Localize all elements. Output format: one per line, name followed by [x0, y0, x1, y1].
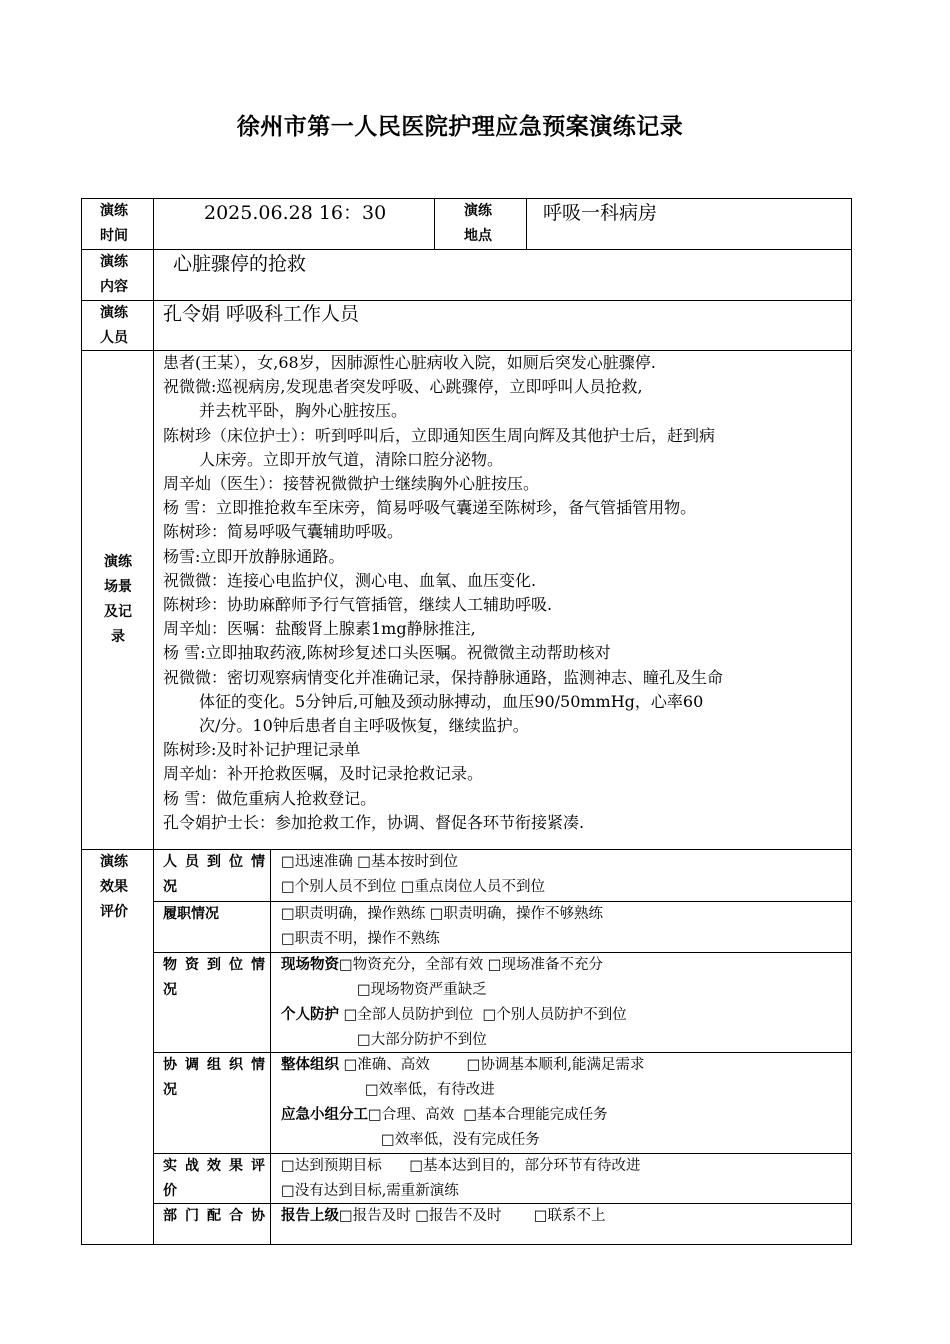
option-line[interactable]: □效率低，有待改进: [365, 1082, 495, 1098]
scene-line: 陈树珍:及时补记护理记录单: [163, 740, 361, 760]
coordination-options: [281, 1053, 645, 1153]
staff-value: 孔令娟 呼吸科工作人员: [163, 303, 360, 325]
content-label: 演练 内容: [100, 254, 128, 295]
scene-line: 陈树珍：简易呼吸气囊辅助呼吸。: [163, 522, 404, 542]
grid-line: [81, 249, 852, 250]
option-line[interactable]: □合理、高效 □基本合理能完成任务: [368, 1107, 608, 1123]
page-title: 徐州市第一人民医院护理应急预案演练记录: [236, 114, 684, 140]
grid-line: [153, 198, 154, 1245]
scene-line: 并去枕平卧，胸外心脏按压。: [199, 401, 408, 421]
scene-line: 孔令娟护士长：参加抢救工作，协调、督促各环节衔接紧凑.: [163, 812, 585, 832]
coordination-label: 协调组织情 况: [163, 1057, 265, 1098]
option-line[interactable]: □准确、高效 □协调基本顺利,能满足需求: [339, 1057, 645, 1073]
content-value: 心脏骤停的抢救: [173, 253, 307, 275]
report-superior-key: 报告上级: [281, 1208, 339, 1224]
staff-arrival-options: [281, 850, 545, 900]
scene-line: 杨 雪:立即抽取药液,陈树珍复述口头医嘱。祝微微主动帮助核对: [163, 643, 611, 663]
scene-line: 陈树珍（床位护士）：听到呼叫后，立即通知医生周向辉及其他护士后，赶到病: [163, 425, 716, 445]
option-line[interactable]: □报告及时 □报告不及时 □联系不上: [339, 1208, 606, 1224]
option-line[interactable]: □职责明确，操作熟练 □职责明确，操作不够熟练: [281, 906, 604, 922]
duty-options: [281, 902, 603, 952]
personal-protection-key: 个人防护: [281, 1007, 339, 1023]
scene-line: 祝微微：连接心电监护仪，测心电、血氧、血压变化.: [163, 570, 537, 590]
option-line[interactable]: □效率低，没有完成任务: [381, 1132, 540, 1148]
scene-line: 次/分。10钟后患者自主呼吸恢复，继续监护。: [199, 716, 529, 736]
location-value: 呼吸一科病房: [543, 202, 658, 224]
option-line[interactable]: □物资充分，全部有效 □现场准备不充分: [339, 957, 604, 973]
site-materials-key: 现场物资: [281, 957, 339, 973]
option-line[interactable]: □全部人员防护到位 □个别人员防护不到位: [339, 1007, 627, 1023]
scene-label: 演练 场景 及记 录: [104, 554, 132, 645]
option-line[interactable]: □迅速准确 □基本按时到位: [281, 854, 459, 870]
scene-line: 杨 雪：做危重病人抢救登记。: [163, 788, 377, 808]
scene-line: 周辛灿（医生）：接替祝微微护士继续胸外心脏按压。: [163, 474, 540, 494]
grid-line: [434, 198, 435, 249]
dept-cooperation-label: 部门配合协: [163, 1208, 265, 1224]
scene-line: 陈树珍：协助麻醉师予行气管插管，继续人工辅助呼吸.: [163, 595, 553, 615]
option-line[interactable]: □个别人员不到位 □重点岗位人员不到位: [281, 879, 546, 895]
staff-label: 演练 人员: [100, 305, 128, 346]
grid-line: [526, 198, 527, 249]
materials-label: 物资到位情 况: [163, 957, 265, 998]
scene-line: 祝微微:巡视病房,发现患者突发呼吸、心跳骤停，立即呼叫人员抢救,: [163, 377, 643, 397]
grid-line: [81, 300, 852, 301]
scene-line: 人床旁。立即开放气道，清除口腔分泌物。: [199, 449, 504, 469]
scene-line: 体征的变化。5分钟后,可触及颈动脉搏动，血压90/50mmHg，心率60: [199, 691, 704, 711]
option-line[interactable]: □大部分防护不到位: [357, 1032, 487, 1048]
scene-line: 周辛灿：医嘱：盐酸肾上腺素1mg静脉推注,: [163, 619, 476, 639]
location-label: 演练 地点: [464, 203, 492, 244]
option-line[interactable]: □没有达到目标,需重新演练: [281, 1183, 459, 1199]
overall-organization-key: 整体组织: [281, 1057, 339, 1073]
time-label: 演练 时间: [100, 203, 128, 244]
option-line[interactable]: □现场物资严重缺乏: [357, 982, 487, 998]
option-line[interactable]: □达到预期目标 □基本达到目的，部分环节有待改进: [281, 1158, 641, 1174]
option-line[interactable]: □职责不明，操作不熟练: [281, 931, 440, 947]
scene-line: 患者(王某），女,68岁，因肺源性心脏病收入院，如厕后突发心脏骤停.: [163, 353, 656, 372]
materials-options: [281, 953, 627, 1053]
evaluation-label: 演练 效果 评价: [100, 854, 128, 920]
scene-record: [163, 351, 843, 835]
scene-line: 杨 雪：立即推抢救车至床旁，简易呼吸气囊递至陈树珍，备气管插管用物。: [163, 498, 697, 518]
grid-line: [270, 849, 271, 1245]
duty-label: 履职情况: [163, 906, 219, 922]
team-division-key: 应急小组分工: [281, 1107, 368, 1123]
staff-arrival-label: 人员到位情 况: [163, 854, 265, 895]
dept-cooperation-options: [281, 1204, 605, 1229]
scene-line: 周辛灿：补开抢救医嘱，及时记录抢救记录。: [163, 764, 484, 784]
effect-options: [281, 1154, 641, 1204]
time-value: 2025.06.28 16：30: [204, 202, 387, 224]
scene-line: 杨雪:立即开放静脉通路。: [163, 546, 345, 566]
effect-label: 实战效果评 价: [163, 1158, 265, 1199]
scene-line: 祝微微：密切观察病情变化并准确记录，保持静脉通路，监测神志、瞳孔及生命: [163, 667, 724, 687]
